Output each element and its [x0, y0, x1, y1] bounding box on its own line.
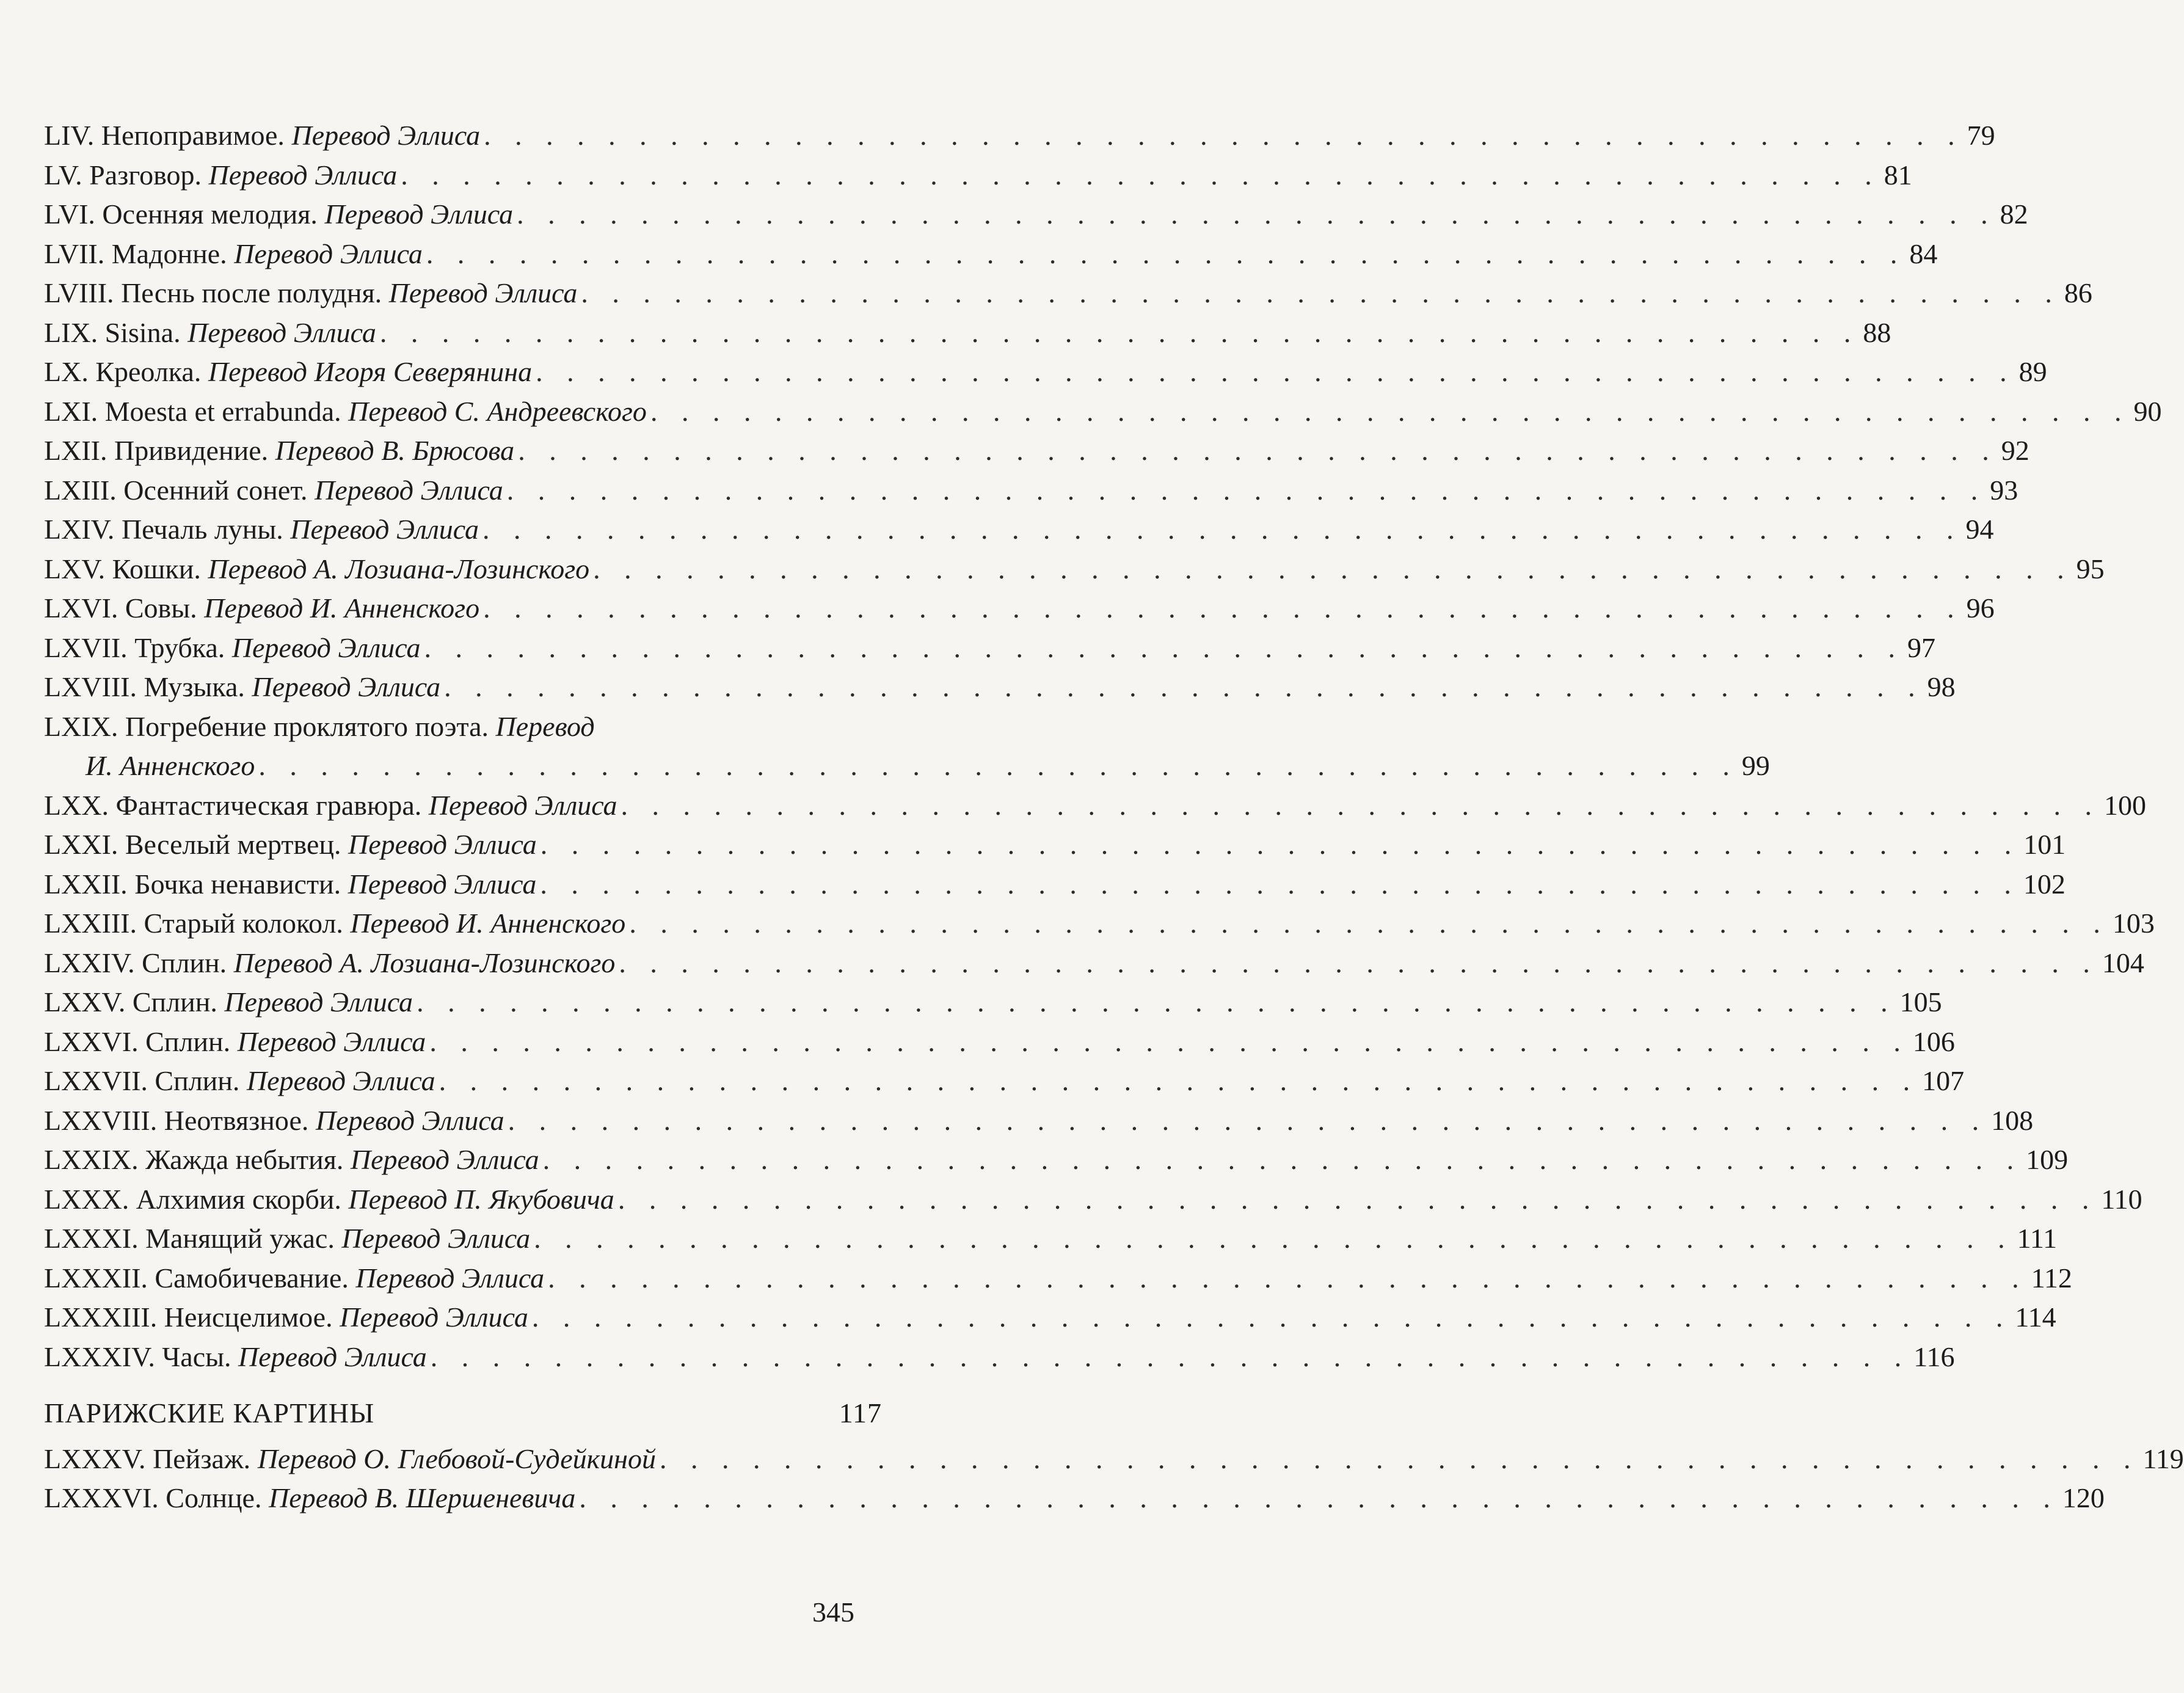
- entry-title: Солнце.: [166, 1482, 262, 1513]
- dot-leader: . . . . . . . . . . . . . . . . . . . . . . . . . . . . . . . . . . . . . . . . . . . . . . . .: [484, 120, 1964, 151]
- dot-leader: . . . . . . . . . . . . . . . . . . . . . . . . . . . . . . . . . . . . . . . . . . . . . . . .: [536, 356, 2015, 387]
- entry-title: Осенняя мелодия.: [102, 198, 318, 230]
- entry-title-group: [44, 904, 625, 944]
- dot-leader: . . . . . . . . . . . . . . . . . . . . . . . . . . . . . . . . . . . . . . . . . . . . . . . .: [439, 1065, 1919, 1096]
- entry-page: 82: [2000, 198, 2028, 230]
- entry-title-group: [44, 431, 514, 471]
- entry-number: LXXVII.: [44, 1065, 148, 1096]
- entry-number: LXV.: [44, 553, 106, 584]
- entry-translator: Перевод Эллиса: [224, 986, 413, 1018]
- entry-translator: Перевод Эллиса: [246, 1065, 435, 1096]
- entry-page: 114: [2015, 1302, 2056, 1333]
- entry-title-group: [44, 865, 536, 905]
- entry-title: Пейзаж.: [153, 1443, 251, 1474]
- entry-title-group: [44, 235, 423, 274]
- dot-leader: . . . . . . . . . . . . . . . . . . . . . . . . . . . . . . . . . . . . . . . . . . . . . . . .: [650, 395, 2130, 427]
- entry-page: 98: [1927, 671, 1956, 702]
- entry-title-group: [44, 1180, 614, 1220]
- entry-translator: Перевод Эллиса: [340, 1302, 528, 1333]
- entry-title: Веселый мертвец.: [125, 829, 341, 860]
- entry-title: Мадонне.: [111, 238, 227, 269]
- entry-title-group: [44, 1101, 504, 1141]
- entry-number: LXVI.: [44, 592, 118, 624]
- entry-page: 103: [2112, 908, 2155, 939]
- entry-number: LXI.: [44, 395, 98, 427]
- entry-translator: Перевод Эллиса: [208, 159, 398, 191]
- entry-title: Часы.: [162, 1341, 231, 1372]
- entry-page: 88: [1863, 316, 1891, 348]
- entry-translator: Перевод А. Лозиана-Лозинского: [208, 553, 590, 584]
- entry-title-group: [44, 1022, 426, 1062]
- entry-page: 111: [2017, 1223, 2058, 1254]
- entry-number: LVII.: [44, 238, 105, 269]
- entry-number: LXXV.: [44, 986, 126, 1018]
- entry-number: LXXXVI.: [44, 1482, 159, 1513]
- entry-number: LXX.: [44, 789, 109, 821]
- section-heading: [44, 1394, 882, 1433]
- entry-number: LXXX.: [44, 1183, 129, 1215]
- toc-entry: [44, 628, 1936, 668]
- dot-leader: . . . . . . . . . . . . . . . . . . . . . . . . . . . . . . . . . . . . . . . . . . . . . . . .: [540, 868, 2020, 900]
- entry-line: [44, 707, 882, 747]
- entry-page: 84: [1909, 238, 1938, 269]
- toc-entry: [44, 668, 1956, 707]
- table-of-contents: [44, 116, 2184, 1518]
- toc-entry: [44, 471, 2018, 511]
- entry-number: LXXXII.: [44, 1262, 148, 1294]
- entry-title-group: [44, 825, 537, 865]
- entry-translator: Перевод Эллиса: [428, 789, 617, 821]
- dot-leader: . . . . . . . . . . . . . . . . . . . . . . . . . . . . . . . . . . . . . . . . . . . . . . . .: [659, 1443, 2139, 1474]
- dot-leader: . . . . . . . . . . . . . . . . . . . . . . . . . . . . . . . . . . . . . . . . . . . . . . . .: [426, 238, 1906, 269]
- entry-title: Sisina.: [104, 316, 181, 348]
- dot-leader: . . . . . . . . . . . . . . . . . . . . . . . . . . . . . . . . . . . . . . . . . . . . . . . .: [483, 592, 1963, 624]
- dot-leader: . . . . . . . . . . . . . . . . . . . . . . . . . . . . . . . . . . . . . . . . . . . . . . . .: [429, 1025, 1909, 1057]
- dot-leader: . . . . . . . . . . . . . . . . . . . . . . . . . . . . . . . . . . . . . . . . . . . . . . . .: [417, 986, 1896, 1018]
- entry-line: [44, 746, 1770, 786]
- entry-title: Непоправимое.: [101, 120, 285, 151]
- entry-title: Погребение проклятого поэта.: [125, 710, 489, 742]
- entry-number: LXXXV.: [44, 1443, 146, 1474]
- entry-title-group: [44, 1440, 656, 1479]
- toc-entry: [44, 983, 1942, 1022]
- dot-leader: . . . . . . . . . . . . . . . . . . . . . . . . . . . . . . . . . . . . . . . . . . . . . . . .: [424, 632, 1904, 663]
- toc-entry: [44, 1180, 2142, 1220]
- entry-title-group: [44, 274, 577, 313]
- entry-page: 100: [2104, 789, 2147, 821]
- toc-entry: [44, 550, 2105, 589]
- entry-title-group: [44, 1219, 530, 1259]
- dot-leader: . . . . . . . . . . . . . . . . . . . . . . . . . . . . . . . . . . . . . . . . . . . . . . . .: [593, 553, 2073, 584]
- entry-number: LXIX.: [44, 710, 118, 742]
- toc-entry: [44, 431, 2029, 471]
- dot-leader: . . . . . . . . . . . . . . . . . . . . . . . . . . . . . . . . . . . . . . . . . . . . . . . .: [581, 277, 2061, 308]
- dot-leader: . . . . . . . . . . . . . . . . . . . . . . . . . . . . . . . . . . . . . . . . . . . . . . . .: [444, 671, 1924, 702]
- entry-page: 112: [2031, 1262, 2072, 1294]
- dot-leader: . . . . . . . . . . . . . . . . . . . . . . . . . . . . . . . . . . . . . . . . . . . . . . . .: [401, 159, 1880, 191]
- section-page: 117: [839, 1397, 882, 1429]
- entry-page: 79: [1967, 120, 1995, 151]
- entry-title-group: [44, 352, 532, 392]
- entry-page: 99: [1741, 750, 1770, 781]
- dot-leader: . . . . . . . . . . . . . . . . . . . . . . . . . . . . . . . . . . . . . . . . . . . . . . . .: [629, 908, 2109, 939]
- entry-title: Печаль луны.: [121, 514, 283, 545]
- entry-title-group: [44, 195, 513, 235]
- entry-translator: Перевод Эллиса: [187, 316, 376, 348]
- dot-leader: . . . . . . . . . . . . . . . . . . . . . . . . . . . . . . . . . . . . . . . . . . . . . . . .: [619, 947, 2098, 978]
- entry-number: LV.: [44, 159, 82, 191]
- toc-entry: [44, 116, 1995, 156]
- toc-entry: [44, 1479, 2105, 1518]
- entry-page: 120: [2062, 1482, 2105, 1513]
- toc-entry: [44, 707, 1770, 786]
- toc-entry: [44, 1298, 2056, 1338]
- entry-page: 90: [2133, 395, 2162, 427]
- entry-number: LXIII.: [44, 474, 117, 506]
- entry-title-group: [44, 589, 479, 628]
- entry-title-group: [44, 116, 480, 156]
- entry-translator: Перевод Эллиса: [314, 474, 503, 506]
- entry-number: LIX.: [44, 316, 98, 348]
- entry-title-group: [44, 628, 421, 668]
- dot-leader: . . . . . . . . . . . . . . . . . . . . . . . . . . . . . . . . . . . . . . . . . . . . . . . .: [506, 474, 1987, 506]
- toc-entry: [44, 1440, 2184, 1479]
- dot-leader: . . . . . . . . . . . . . . . . . . . . . . . . . . . . . . . . . . . . . . . . . . . . . . . .: [531, 1302, 2012, 1333]
- entry-translator: Перевод Эллиса: [315, 1104, 504, 1136]
- dot-leader: . . . . . . . . . . . . . . . . . . . . . . . . . . . . . . . . . . . . . . . . . . . . . . . .: [508, 1104, 1988, 1136]
- entry-number: LXXXI.: [44, 1223, 139, 1254]
- entry-number: LXXI.: [44, 829, 118, 860]
- dot-leader: . . . . . . . . . . . . . . . . . . . . . . . . . . . . . . . . . . . . . . . . . . . . . . . .: [517, 198, 1997, 230]
- toc-entry: [44, 865, 2066, 905]
- entry-translator: Перевод Эллиса: [355, 1262, 545, 1294]
- entry-number: LVI.: [44, 198, 95, 230]
- entry-title: Самобичевание.: [155, 1262, 349, 1294]
- dot-leader: . . . . . . . . . . . . . . . . . . . . . . . . . . . . . . . . . . . . . . . . . . . . . . . .: [540, 829, 2020, 860]
- toc-entry: [44, 825, 2066, 865]
- toc-entry: [44, 1140, 2069, 1180]
- dot-leader: . . . . . . . . . . . . . . . . . . . . . . . . . . . . . . . . . . . . . . . . . . . . . . . .: [621, 789, 2101, 821]
- entry-translator: Перевод Эллиса: [290, 514, 479, 545]
- entry-title: Сплин.: [142, 947, 227, 978]
- entry-title: Старый колокол.: [144, 908, 343, 939]
- toc-entry: [44, 1219, 2058, 1259]
- entry-title-group: [44, 983, 413, 1022]
- entry-page: 105: [1899, 986, 1942, 1018]
- entry-translator: И. Анненского: [86, 750, 255, 781]
- entry-title: Креолка.: [95, 356, 202, 387]
- entry-page: 109: [2026, 1144, 2069, 1175]
- entry-translator: Перевод Эллиса: [324, 198, 514, 230]
- entry-title: Песнь после полудня.: [121, 277, 382, 308]
- entry-number: LXXIII.: [44, 908, 137, 939]
- entry-page: 94: [1965, 514, 1994, 545]
- dot-leader: . . . . . . . . . . . . . . . . . . . . . . . . . . . . . . . . . . . . . . . . . . . . . . . .: [518, 435, 1998, 466]
- entry-number: LXXIV.: [44, 947, 135, 978]
- entry-translator: Перевод Эллиса: [348, 868, 537, 900]
- entry-translator: Перевод Эллиса: [341, 1223, 531, 1254]
- entry-number: LXVII.: [44, 632, 128, 663]
- entry-number: LXXIX.: [44, 1144, 139, 1175]
- entry-number: LX.: [44, 356, 89, 387]
- entry-number: LXXII.: [44, 868, 128, 900]
- entry-title: Бочка ненависти.: [134, 868, 341, 900]
- toc-entry: [44, 589, 1995, 628]
- entry-title-group: [44, 1259, 544, 1298]
- entry-translator: Перевод В. Брюсова: [275, 435, 515, 466]
- entry-translator: Перевод О. Глебовой-Судейкиной: [257, 1443, 656, 1474]
- dot-leader: . . . . . . . . . . . . . . . . . . . . . . . . . . . . . . . . . . . . . . . . . . . . . . . .: [542, 1144, 2023, 1175]
- dot-leader: . . . . . . . . . . . . . . . . . . . . . . . . . . . . . . . . . . . . . . . . . . . . . . . .: [534, 1223, 2014, 1254]
- toc-entry: [44, 274, 2092, 313]
- entry-translator: Перевод Эллиса: [237, 1025, 426, 1057]
- entry-title-group: [44, 471, 503, 511]
- entry-translator: Перевод В. Шершеневича: [268, 1482, 576, 1513]
- toc-entry: [44, 1338, 1955, 1377]
- entry-page: 102: [2023, 868, 2066, 900]
- entry-page: 104: [2102, 947, 2144, 978]
- entry-page: 108: [1991, 1104, 2034, 1136]
- entry-page: 106: [1912, 1025, 1955, 1057]
- entry-translator: Перевод Игоря Северянина: [208, 356, 533, 387]
- entry-translator: Перевод П. Якубовича: [348, 1183, 614, 1215]
- entry-page: 119: [2142, 1443, 2184, 1474]
- entry-translator: Перевод И. Анненского: [350, 908, 626, 939]
- toc-entry: [44, 1259, 2072, 1298]
- entry-number: LXXXIII.: [44, 1302, 158, 1333]
- section-title: ПАРИЖСКИЕ КАРТИНЫ: [44, 1397, 375, 1429]
- entry-page: 96: [1966, 592, 1995, 624]
- entry-title: Неотвязное.: [164, 1104, 309, 1136]
- entry-title-group: [44, 1298, 528, 1338]
- entry-title-group: [44, 392, 647, 432]
- entry-page: 89: [2018, 356, 2047, 387]
- toc-entry: [44, 235, 1938, 274]
- entry-page: 86: [2064, 277, 2092, 308]
- entry-title-group: [44, 1061, 435, 1101]
- entry-title: Трубка.: [134, 632, 225, 663]
- entry-page: 101: [2023, 829, 2066, 860]
- entry-page: 95: [2076, 553, 2105, 584]
- entry-title-group: [44, 944, 615, 983]
- entry-title-group: [44, 1140, 539, 1180]
- entry-page: 81: [1884, 159, 1912, 191]
- entry-translator: Перевод: [495, 710, 595, 742]
- entry-title: Осенний сонет.: [123, 474, 308, 506]
- toc-entry: [44, 313, 1891, 353]
- dot-leader: . . . . . . . . . . . . . . . . . . . . . . . . . . . . . . . . . . . . . . . . . . . . . . . .: [617, 1183, 2098, 1215]
- entry-translator: Перевод Эллиса: [231, 632, 421, 663]
- entry-title: Сплин.: [145, 1025, 231, 1057]
- entry-translator: Перевод Эллиса: [348, 829, 537, 860]
- entry-title-group: [44, 668, 440, 707]
- toc-entry: [44, 392, 2162, 432]
- toc-entry: [44, 195, 2028, 235]
- toc-entry: [44, 944, 2144, 983]
- entry-number: LXXVIII.: [44, 1104, 158, 1136]
- entry-title: Музыка.: [144, 671, 245, 702]
- entry-number: LXVIII.: [44, 671, 137, 702]
- page-number: 345: [812, 1597, 854, 1628]
- entry-title: Кошки.: [112, 553, 201, 584]
- toc-entry: [44, 904, 2155, 944]
- entry-number: LVIII.: [44, 277, 114, 308]
- entry-title: Привидение.: [114, 435, 269, 466]
- dot-leader: . . . . . . . . . . . . . . . . . . . . . . . . . . . . . . . . . . . . . . . . . . . . . . . .: [548, 1262, 2028, 1294]
- dot-leader: . . . . . . . . . . . . . . . . . . . . . . . . . . . . . . . . . . . . . . . . . . . . . . . .: [258, 750, 1738, 781]
- entry-title: Moesta et errabunda.: [104, 395, 341, 427]
- entry-translator: Перевод С. Андреевского: [348, 395, 647, 427]
- entry-title: Совы.: [125, 592, 197, 624]
- entry-title-group: [44, 313, 376, 353]
- toc-entry: [44, 156, 1912, 195]
- entry-translator: Перевод А. Лозиана-Лозинского: [233, 947, 616, 978]
- entry-title-group: [44, 1338, 427, 1377]
- dot-leader: . . . . . . . . . . . . . . . . . . . . . . . . . . . . . . . . . . . . . . . . . . . . . . . .: [379, 316, 1860, 348]
- entry-title: Манящий ужас.: [145, 1223, 335, 1254]
- entry-title-group: [44, 1479, 575, 1518]
- dot-leader: . . . . . . . . . . . . . . . . . . . . . . . . . . . . . . . . . . . . . . . . . . . . . . . .: [482, 514, 1962, 545]
- entry-page: 92: [2001, 435, 2029, 466]
- entry-title: Сплин.: [155, 1065, 240, 1096]
- entry-translator: Перевод Эллиса: [234, 238, 423, 269]
- entry-title: Разговор.: [89, 159, 202, 191]
- entry-title: Алхимия скорби.: [136, 1183, 341, 1215]
- entry-translator: Перевод И. Анненского: [204, 592, 480, 624]
- toc-entry: [44, 786, 2147, 826]
- toc-entry: [44, 1061, 1965, 1101]
- entry-title: Жажда небытия.: [145, 1144, 344, 1175]
- toc-entry: [44, 1101, 2034, 1141]
- entry-number: LXIV.: [44, 514, 115, 545]
- entry-translator: Перевод Эллиса: [238, 1341, 427, 1372]
- entry-page: 93: [1990, 474, 2018, 506]
- entry-page: 110: [2101, 1183, 2142, 1215]
- entry-translator: Перевод Эллиса: [350, 1144, 539, 1175]
- entry-page: 107: [1922, 1065, 1965, 1096]
- entry-translator: Перевод Эллиса: [388, 277, 578, 308]
- entry-title-group: [44, 510, 479, 550]
- entry-page: 116: [1913, 1341, 1955, 1372]
- entry-title-group: [44, 156, 397, 195]
- entry-title: Сплин.: [132, 986, 217, 1018]
- dot-leader: . . . . . . . . . . . . . . . . . . . . . . . . . . . . . . . . . . . . . . . . . . . . . . . .: [430, 1341, 1910, 1372]
- toc-entry: [44, 352, 2047, 392]
- entry-number: LXXXIV.: [44, 1341, 155, 1372]
- dot-leader: . . . . . . . . . . . . . . . . . . . . . . . . . . . . . . . . . . . . . . . . . . . . . . . .: [579, 1482, 2059, 1513]
- entry-number: LXII.: [44, 435, 107, 466]
- entry-page: 97: [1907, 632, 1936, 663]
- toc-entry: [44, 510, 1994, 550]
- entry-number: LXXVI.: [44, 1025, 139, 1057]
- entry-number: LIV.: [44, 120, 95, 151]
- entry-translator: Перевод Эллиса: [291, 120, 481, 151]
- toc-entry: [44, 1022, 1955, 1062]
- entry-title: Неисцелимое.: [164, 1302, 333, 1333]
- entry-title-group: [44, 786, 617, 826]
- entry-translator: Перевод Эллиса: [252, 671, 441, 702]
- entry-title-group: [44, 550, 589, 589]
- entry-title: Фантастическая гравюра.: [115, 789, 422, 821]
